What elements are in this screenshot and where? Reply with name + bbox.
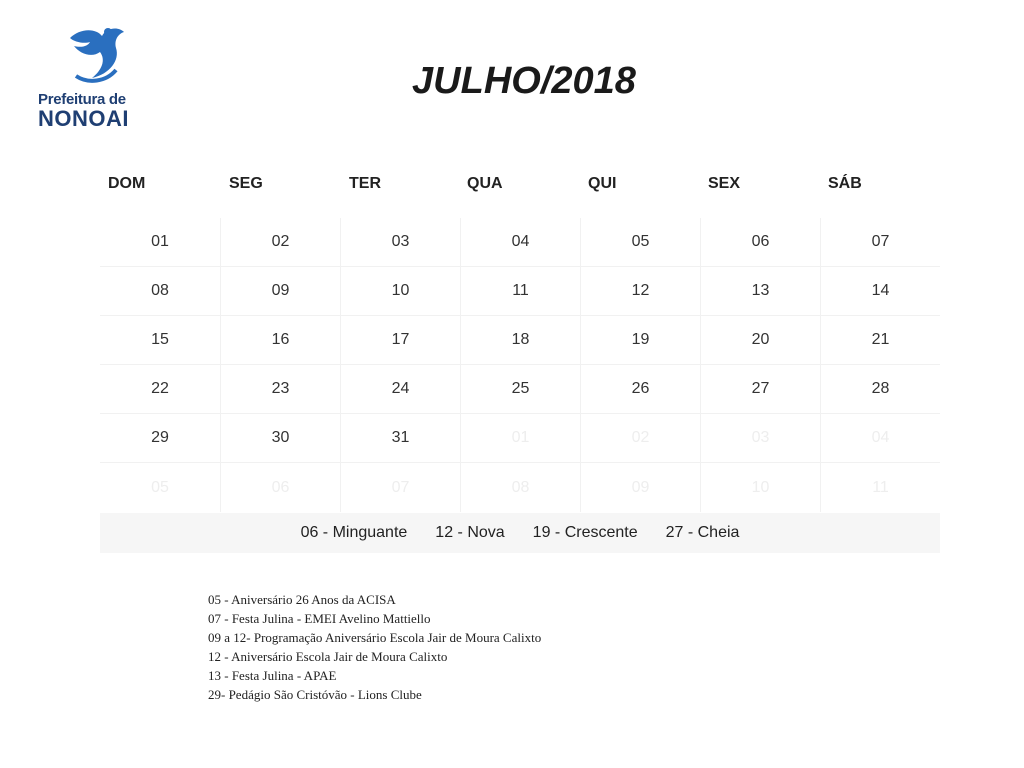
calendar-day: 18	[460, 316, 580, 365]
weekday-sun: DOM	[108, 175, 146, 192]
logo-text-line2: NONOAI	[38, 106, 129, 131]
event-item: 05 - Aniversário 26 Anos da ACISA	[208, 592, 396, 607]
calendar-day-other-month: 03	[700, 414, 820, 463]
moon-phase: 27 - Cheia	[665, 524, 740, 541]
calendar-day: 21	[820, 316, 940, 365]
calendar-day: 24	[340, 365, 460, 414]
weekday-mon: SEG	[229, 175, 263, 192]
calendar-day: 15	[100, 316, 220, 365]
calendar-day: 31	[340, 414, 460, 463]
calendar-day: 03	[340, 218, 460, 267]
calendar-day: 23	[220, 365, 340, 414]
calendar-day: 12	[580, 267, 700, 316]
calendar-day: 04	[460, 218, 580, 267]
moon-phases-bar	[100, 513, 940, 553]
moon-phase: 19 - Crescente	[532, 524, 638, 541]
calendar-day: 10	[340, 267, 460, 316]
calendar-day: 19	[580, 316, 700, 365]
event-item: 29- Pedágio São Cristóvão - Lions Clube	[208, 687, 422, 702]
calendar-day-other-month: 02	[580, 414, 700, 463]
calendar-day: 11	[460, 267, 580, 316]
calendar-day: 20	[700, 316, 820, 365]
calendar-day: 07	[820, 218, 940, 267]
calendar-day: 02	[220, 218, 340, 267]
calendar-day-other-month: 05	[151, 478, 169, 496]
page-title: JULHO/2018	[412, 60, 636, 102]
calendar-day: 13	[700, 267, 820, 316]
logo-text-line1: Prefeitura de	[38, 91, 126, 108]
event-item: 09 a 12- Programação Aniversário Escola Jair de Moura Calixto	[208, 630, 542, 645]
weekday-sat: SÁB	[828, 175, 862, 192]
calendar-day-other-month: 08	[460, 463, 580, 512]
calendar-day-other-month: 06	[220, 463, 340, 512]
calendar-grid	[100, 218, 940, 512]
calendar-day: 08	[100, 267, 220, 316]
event-item: 07 - Festa Julina - EMEI Avelino Mattiello	[208, 611, 431, 626]
weekday-fri: SEX	[708, 175, 741, 192]
moon-phase: 12 - Nova	[435, 524, 505, 541]
calendar-day: 29	[100, 414, 220, 463]
calendar-day: 05	[580, 218, 700, 267]
calendar-day: 26	[580, 365, 700, 414]
weekday-thu: QUI	[588, 175, 617, 192]
calendar-day: 17	[340, 316, 460, 365]
calendar-day: 27	[700, 365, 820, 414]
calendar-day-other-month: 04	[820, 414, 940, 463]
calendar-day-other-month: 09	[580, 463, 700, 512]
calendar-day: 30	[220, 414, 340, 463]
calendar-day-other-month: 07	[340, 463, 460, 512]
calendar-day-other-month: 10	[700, 463, 820, 512]
calendar-day-other-month: 01	[460, 414, 580, 463]
event-item: 12 - Aniversário Escola Jair de Moura Calixto	[208, 649, 448, 664]
calendar-day-other-month: 11	[820, 463, 940, 512]
calendar-day: 09	[220, 267, 340, 316]
weekday-header	[100, 175, 940, 197]
calendar-day: 25	[460, 365, 580, 414]
calendar-day: 16	[220, 316, 340, 365]
event-item: 13 - Festa Julina - APAE	[208, 668, 337, 683]
weekday-tue: TER	[349, 175, 381, 192]
events-list	[208, 590, 541, 704]
calendar-day: 14	[820, 267, 940, 316]
weekday-wed: QUA	[467, 175, 503, 192]
calendar-day: 01	[100, 218, 220, 267]
calendar-day: 22	[100, 365, 220, 414]
moon-phase: 06 - Minguante	[300, 524, 408, 541]
calendar-day: 28	[820, 365, 940, 414]
calendar-day: 06	[700, 218, 820, 267]
